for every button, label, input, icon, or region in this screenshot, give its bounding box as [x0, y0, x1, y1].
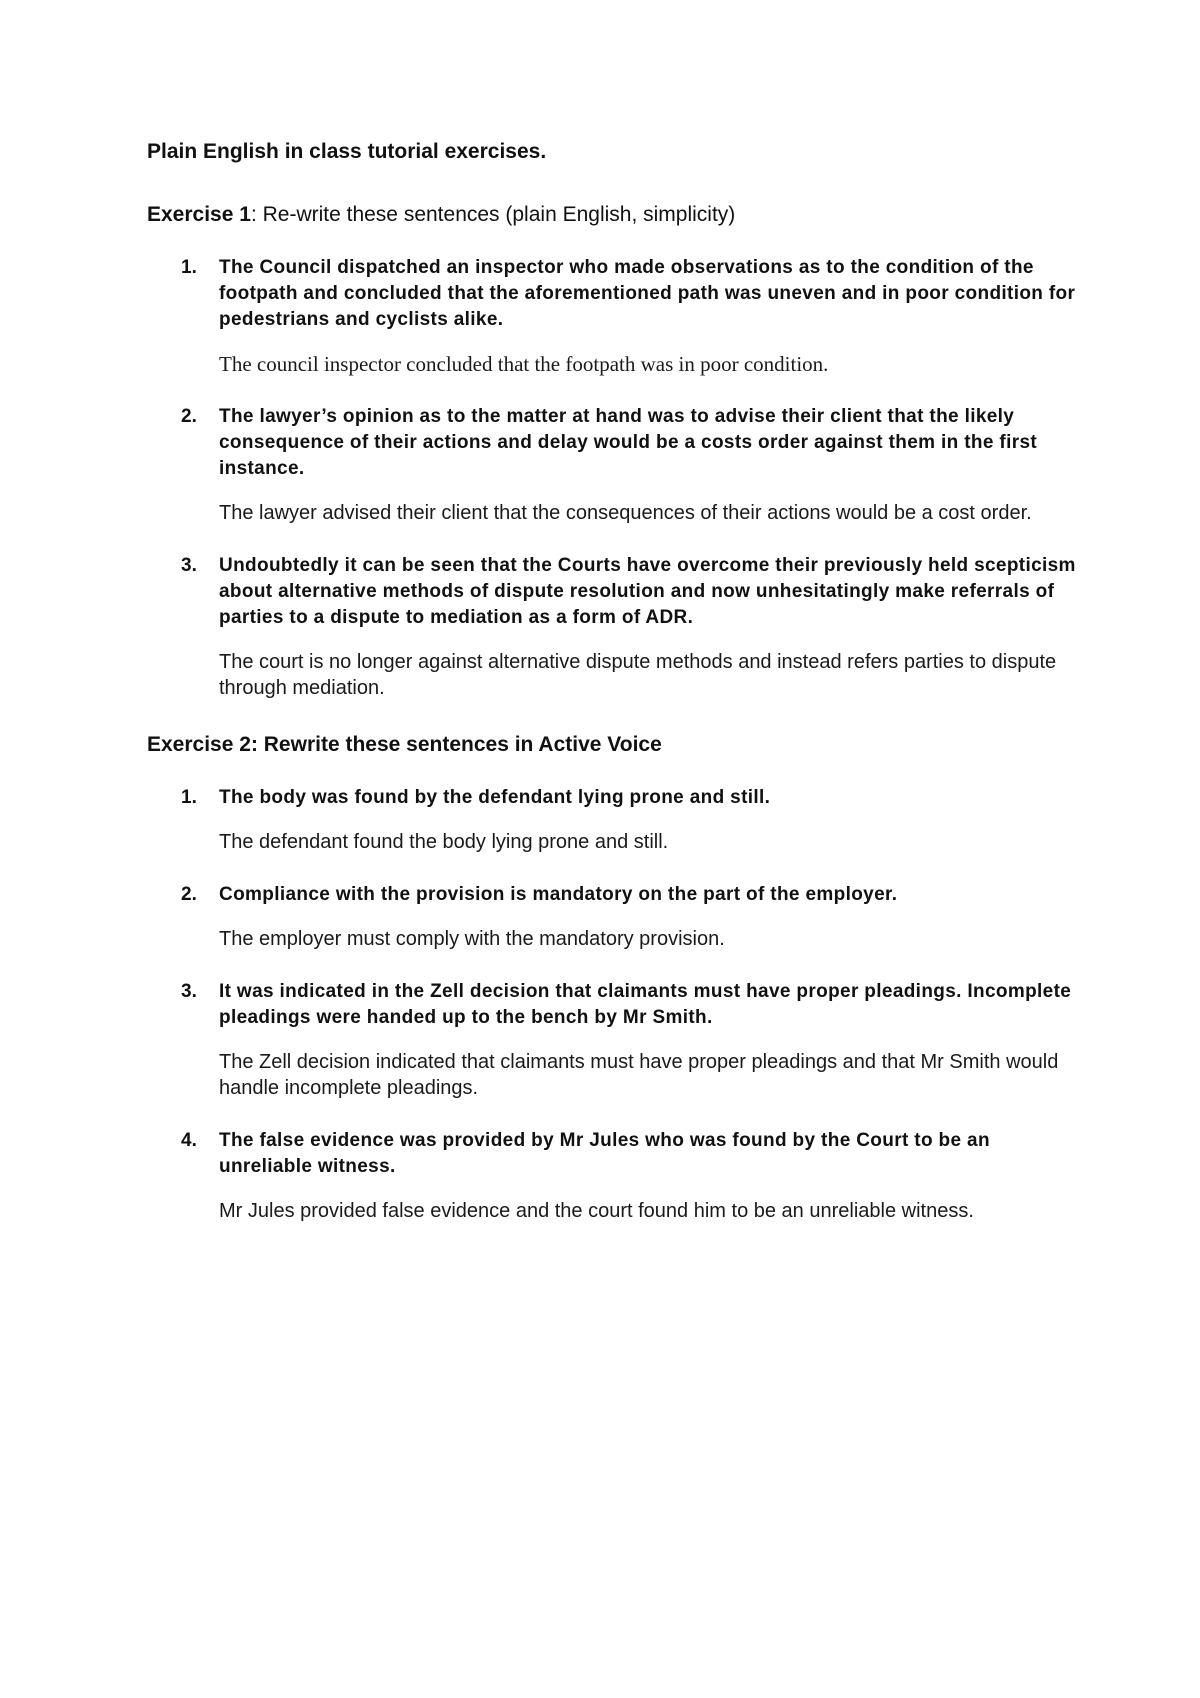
- exercise-1-item-3: [147, 553, 1077, 701]
- document-page: [147, 138, 1077, 1224]
- exercise-1-instruction: : Re-write these sentences (plain English, simplicity): [250, 203, 736, 226]
- item-prompt: Compliance with the provision is mandatory on the part of the employer.: [219, 884, 898, 905]
- exercise-1-item-2: [147, 404, 1077, 526]
- document-title: Plain English in class tutorial exercises.: [147, 140, 547, 163]
- item-number: 1.: [181, 257, 197, 278]
- item-prompt: The body was found by the defendant lying prone and still.: [219, 787, 771, 808]
- item-answer: The employer must comply with the mandatory provision.: [219, 928, 725, 950]
- exercise-1-label: Exercise 1: [147, 203, 251, 226]
- item-answer: The lawyer advised their client that the consequences of their actions would be a cost order.: [219, 502, 1032, 524]
- exercise-2-item-1: [147, 785, 1077, 855]
- exercise-2-item-4: [147, 1128, 1077, 1224]
- exercise-1-heading: [147, 201, 1077, 228]
- item-answer: The Zell decision indicated that claimants must have proper pleadings and that Mr Smith would handle incomplete pleadings.: [219, 1051, 1059, 1099]
- exercise-2-item-2: [147, 882, 1077, 952]
- item-number: 2.: [181, 406, 197, 427]
- exercise-2-item-3: [147, 979, 1077, 1101]
- exercise-1-list: [147, 255, 1077, 701]
- item-number: 4.: [181, 1130, 197, 1151]
- item-number: 3.: [181, 555, 197, 576]
- exercise-2-list: [147, 785, 1077, 1224]
- item-number: 2.: [181, 884, 197, 905]
- exercise-2-heading: [147, 731, 1077, 758]
- item-number: 3.: [181, 981, 197, 1002]
- item-prompt: The Council dispatched an inspector who made observations as to the condition of the footpath and concluded that the aforementioned path was uneven and in poor condition for pedestrians and cyclists alike.: [219, 257, 1076, 330]
- item-answer: The defendant found the body lying prone and still.: [219, 831, 669, 853]
- exercise-2-instruction: : Rewrite these sentences in Active Voice: [250, 733, 662, 756]
- item-prompt: Undoubtedly it can be seen that the Courts have overcome their previously held scepticism about alternative methods of dispute resolution and now unhesitatingly make referrals of parties to a dispute to mediation as a form of ADR.: [219, 555, 1076, 628]
- item-number: 1.: [181, 787, 197, 808]
- item-answer: The court is no longer against alternative dispute methods and instead refers parties to dispute through mediation.: [219, 651, 1057, 699]
- item-prompt: It was indicated in the Zell decision that claimants must have proper pleadings. Incomplete pleadings were handed up to the bench by Mr Smith.: [219, 981, 1072, 1028]
- item-prompt: The false evidence was provided by Mr Jules who was found by the Court to be an unreliable witness.: [219, 1130, 990, 1177]
- item-answer: The council inspector concluded that the footpath was in poor condition.: [219, 352, 829, 376]
- item-prompt: The lawyer’s opinion as to the matter at hand was to advise their client that the likely consequence of their actions and delay would be a costs order against them in the first instance.: [219, 406, 1038, 479]
- exercise-2-label: Exercise 2: [147, 733, 251, 756]
- item-answer: Mr Jules provided false evidence and the court found him to be an unreliable witness.: [219, 1200, 974, 1222]
- exercise-1-item-1: [147, 255, 1077, 377]
